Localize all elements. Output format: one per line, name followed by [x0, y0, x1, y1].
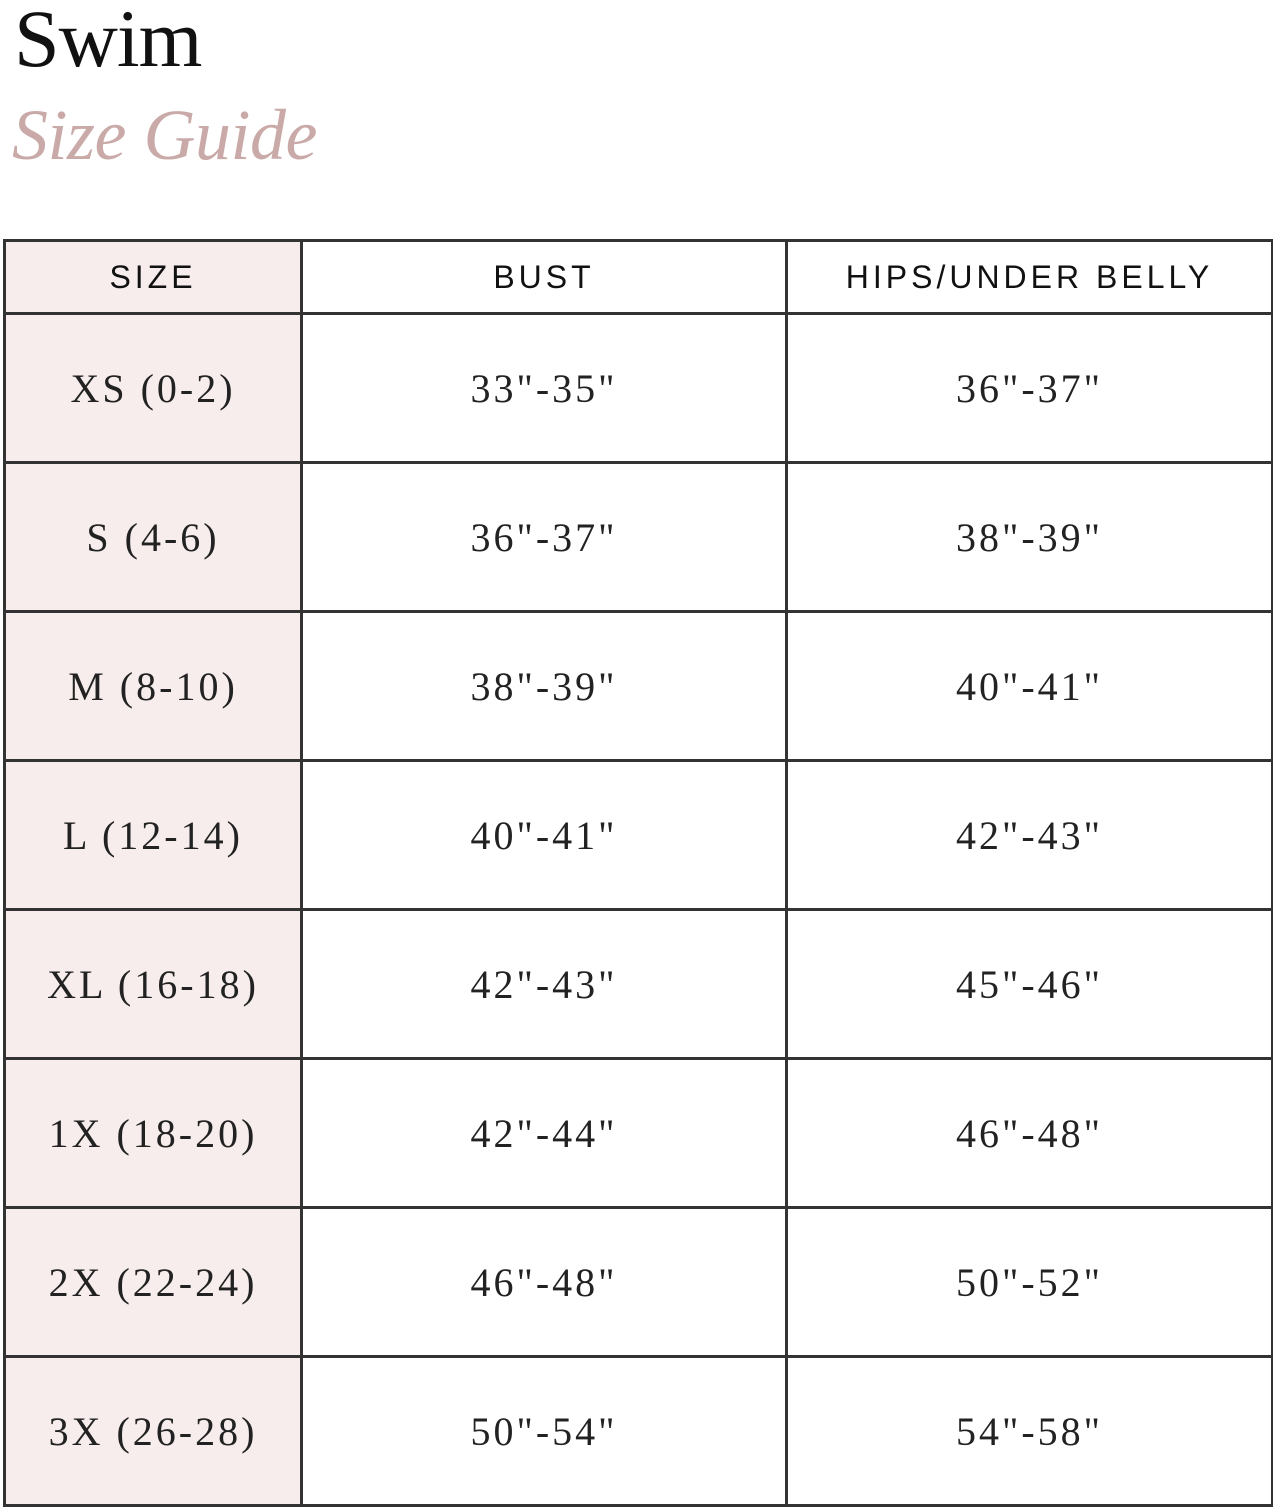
- size-cell: XL (16-18): [5, 910, 302, 1059]
- size-cell: L (12-14): [5, 761, 302, 910]
- bust-cell: 50"-54": [302, 1357, 787, 1506]
- size-cell: 3X (26-28): [5, 1357, 302, 1506]
- bust-cell: 33"-35": [302, 314, 787, 463]
- table-row: [5, 1208, 1273, 1357]
- page-title: Swim: [14, 0, 202, 84]
- size-cell: M (8-10): [5, 612, 302, 761]
- table-row: [5, 910, 1273, 1059]
- table-row: [5, 1059, 1273, 1208]
- size-guide-table: [3, 239, 1273, 1507]
- column-header-size: SIZE: [5, 241, 302, 314]
- table-row: [5, 463, 1273, 612]
- hips-cell: 50"-52": [787, 1208, 1273, 1357]
- hips-cell: 40"-41": [787, 612, 1273, 761]
- column-header-bust: BUST: [302, 241, 787, 314]
- bust-cell: 36"-37": [302, 463, 787, 612]
- size-cell: 1X (18-20): [5, 1059, 302, 1208]
- hips-cell: 46"-48": [787, 1059, 1273, 1208]
- bust-cell: 38"-39": [302, 612, 787, 761]
- table-row: [5, 314, 1273, 463]
- table-row: [5, 612, 1273, 761]
- bust-cell: 42"-44": [302, 1059, 787, 1208]
- hips-cell: 38"-39": [787, 463, 1273, 612]
- bust-cell: 46"-48": [302, 1208, 787, 1357]
- size-cell: 2X (22-24): [5, 1208, 302, 1357]
- hips-cell: 45"-46": [787, 910, 1273, 1059]
- table-row: [5, 761, 1273, 910]
- column-header-hips: HIPS/UNDER BELLY: [787, 241, 1273, 314]
- page-subtitle: Size Guide: [12, 95, 317, 175]
- bust-cell: 42"-43": [302, 910, 787, 1059]
- bust-cell: 40"-41": [302, 761, 787, 910]
- size-cell: XS (0-2): [5, 314, 302, 463]
- size-cell: S (4-6): [5, 463, 302, 612]
- table-header-row: [5, 241, 1273, 314]
- table-row: [5, 1357, 1273, 1506]
- hips-cell: 42"-43": [787, 761, 1273, 910]
- hips-cell: 36"-37": [787, 314, 1273, 463]
- hips-cell: 54"-58": [787, 1357, 1273, 1506]
